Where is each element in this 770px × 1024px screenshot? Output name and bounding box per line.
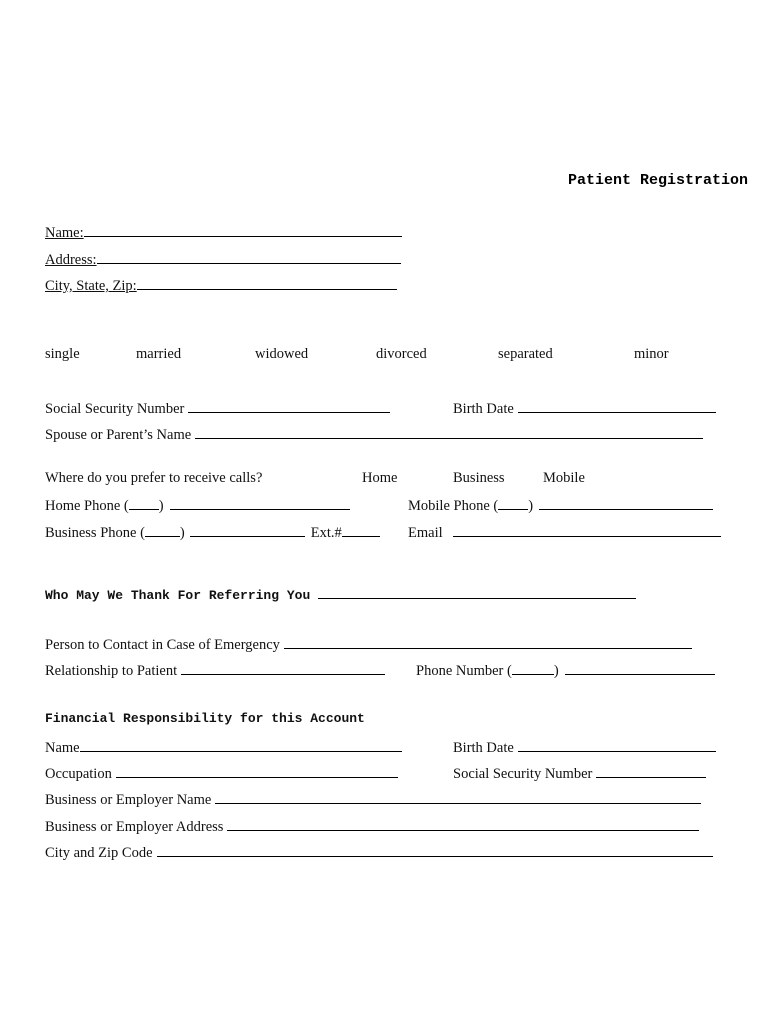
financial-heading xyxy=(45,711,365,731)
employer-address-field[interactable] xyxy=(227,817,699,831)
calls-question xyxy=(45,470,262,490)
financial-ssn-row xyxy=(453,764,706,784)
financial-ssn-label: Social Security Number xyxy=(453,766,593,782)
home-phone-label: Home Phone ( xyxy=(45,498,129,514)
status-separated[interactable]: separated xyxy=(498,346,553,362)
business-phone-row xyxy=(45,523,380,543)
emergency-phone-field[interactable] xyxy=(565,661,715,675)
business-phone-field[interactable] xyxy=(190,523,305,537)
financial-birth-date-row xyxy=(453,738,716,758)
employer-name-field[interactable] xyxy=(215,790,701,804)
email-label: Email xyxy=(408,525,443,541)
financial-birth-date-label: Birth Date xyxy=(453,740,514,756)
city-zip-row xyxy=(45,843,713,863)
financial-name-label: Name xyxy=(45,740,80,756)
calls-option-business[interactable]: Business xyxy=(453,470,505,486)
financial-ssn-field[interactable] xyxy=(596,764,706,778)
calls-option-mobile[interactable]: Mobile xyxy=(543,470,585,486)
spouse-field[interactable] xyxy=(195,425,703,439)
emergency-field[interactable] xyxy=(284,635,692,649)
patient-address-row xyxy=(45,250,401,270)
patient-city-row xyxy=(45,276,397,296)
mobile-phone-label: Mobile Phone ( xyxy=(408,498,499,514)
business-phone-paren: ) xyxy=(179,525,185,541)
patient-address-label: Address: xyxy=(45,252,97,268)
ext-label: Ext.# xyxy=(310,525,342,541)
ssn-row xyxy=(45,399,390,419)
birth-date-label: Birth Date xyxy=(453,401,514,417)
referral-row xyxy=(45,585,636,605)
occupation-field[interactable] xyxy=(116,764,398,778)
referral-field[interactable] xyxy=(318,585,636,599)
home-phone-paren: ) xyxy=(158,498,164,514)
email-field[interactable] xyxy=(453,523,721,537)
relationship-row xyxy=(45,661,385,681)
financial-name-field[interactable] xyxy=(80,738,402,752)
employer-name-label: Business or Employer Name xyxy=(45,792,212,808)
spouse-row xyxy=(45,425,703,445)
emergency-label: Person to Contact in Case of Emergency xyxy=(45,637,280,653)
emergency-phone-paren: ) xyxy=(553,663,559,679)
relationship-field[interactable] xyxy=(181,661,385,675)
employer-address-row xyxy=(45,817,699,837)
patient-city-field[interactable] xyxy=(137,276,397,290)
mobile-phone-paren: ) xyxy=(528,498,534,514)
employer-name-row xyxy=(45,790,701,810)
status-single[interactable]: single xyxy=(45,346,80,362)
home-phone-area-field[interactable] xyxy=(129,496,159,510)
ext-field[interactable] xyxy=(342,523,380,537)
financial-heading-text: Financial Responsibility for this Account xyxy=(45,711,365,726)
occupation-row xyxy=(45,764,398,784)
status-minor[interactable]: minor xyxy=(634,346,669,362)
patient-name-field[interactable] xyxy=(84,223,402,237)
employer-address-label: Business or Employer Address xyxy=(45,819,224,835)
mobile-phone-field[interactable] xyxy=(539,496,713,510)
occupation-label: Occupation xyxy=(45,766,112,782)
emergency-phone-row xyxy=(416,661,715,681)
emergency-row xyxy=(45,635,692,655)
mobile-phone-area-field[interactable] xyxy=(498,496,528,510)
ssn-field[interactable] xyxy=(188,399,390,413)
business-phone-label: Business Phone ( xyxy=(45,525,145,541)
patient-name-label: Name: xyxy=(45,225,84,241)
emergency-phone-label: Phone Number ( xyxy=(416,663,512,679)
status-widowed[interactable]: widowed xyxy=(255,346,309,362)
status-married[interactable]: married xyxy=(136,346,182,362)
emergency-phone-area-field[interactable] xyxy=(512,661,554,675)
home-phone-row xyxy=(45,496,350,516)
business-phone-area-field[interactable] xyxy=(145,523,180,537)
patient-address-field[interactable] xyxy=(97,250,401,264)
patient-city-label: City, State, Zip: xyxy=(45,278,137,294)
home-phone-field[interactable] xyxy=(170,496,350,510)
patient-name-row xyxy=(45,223,402,243)
email-row xyxy=(408,523,721,543)
birth-date-row xyxy=(453,399,716,419)
mobile-phone-row xyxy=(408,496,713,516)
referral-label: Who May We Thank For Referring You xyxy=(45,588,311,603)
ssn-label: Social Security Number xyxy=(45,401,185,417)
calls-question-label: Where do you prefer to receive calls? xyxy=(45,470,263,486)
relationship-label: Relationship to Patient xyxy=(45,663,178,679)
city-zip-label: City and Zip Code xyxy=(45,845,153,861)
page-title: Patient Registration xyxy=(567,172,748,189)
city-zip-field[interactable] xyxy=(157,843,713,857)
birth-date-field[interactable] xyxy=(518,399,716,413)
calls-option-home[interactable]: Home xyxy=(362,470,398,486)
financial-name-row xyxy=(45,738,402,758)
status-divorced[interactable]: divorced xyxy=(376,346,427,362)
financial-birth-date-field[interactable] xyxy=(518,738,716,752)
spouse-label: Spouse or Parent’s Name xyxy=(45,427,192,443)
